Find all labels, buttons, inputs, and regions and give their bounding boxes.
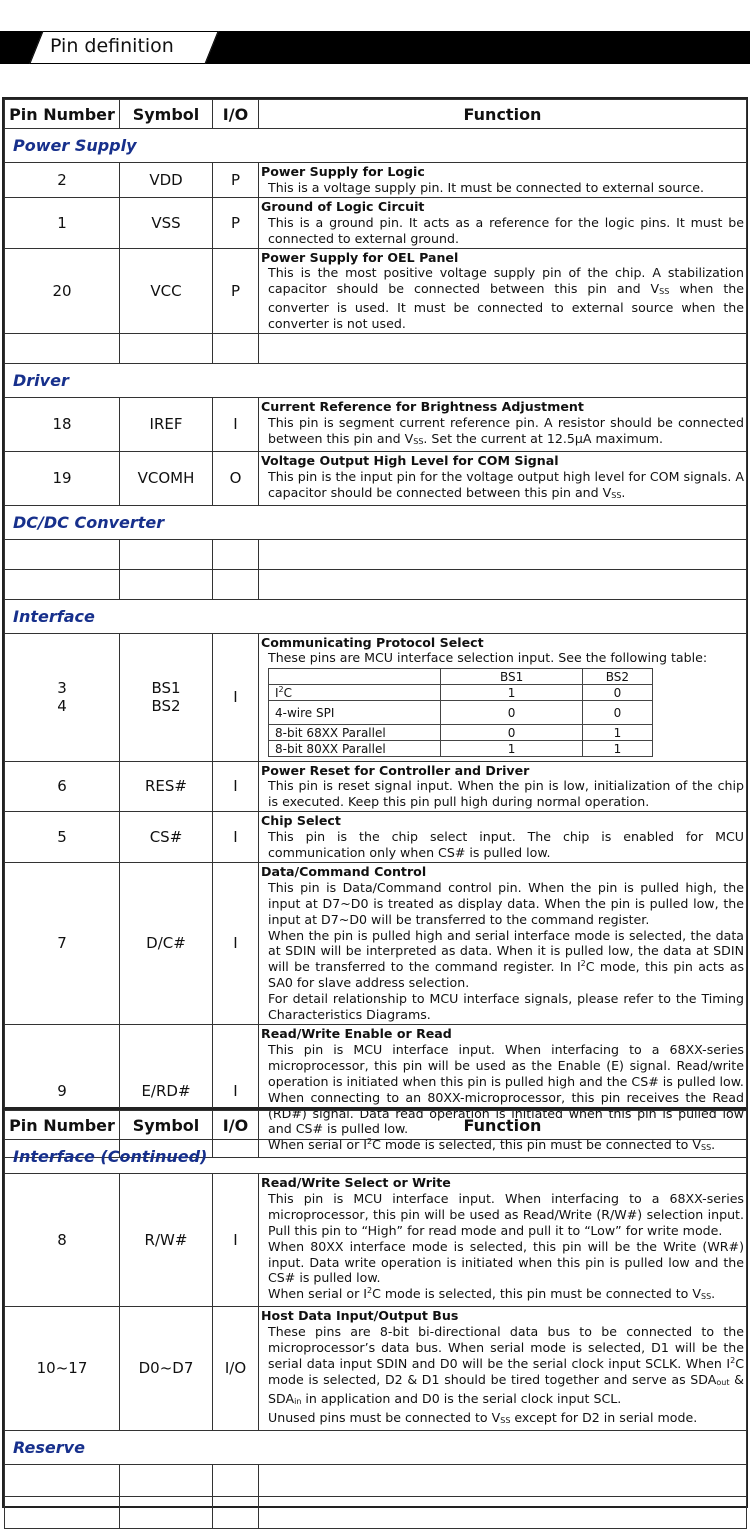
pin-number: 7 — [5, 862, 120, 1024]
symbol: VCOMH — [120, 451, 213, 505]
bs-table-header: BS1 BS2 — [269, 669, 653, 685]
table-row — [5, 812, 747, 863]
symbol: CS# — [120, 812, 213, 863]
function-title: Host Data Input/Output Bus — [261, 1308, 459, 1324]
pin-number: 6 — [5, 761, 120, 812]
section-dcdc-converter: DC/DC Converter — [5, 505, 747, 539]
io-type: I — [213, 633, 259, 761]
table-row — [5, 398, 747, 452]
pin-number: 8 — [5, 1174, 120, 1307]
function-cell — [259, 633, 747, 761]
col-pin-number: Pin Number — [5, 100, 120, 129]
symbol: VDD — [120, 163, 213, 198]
io-type: I — [213, 1174, 259, 1307]
col-io: I/O — [213, 100, 259, 129]
function-cell — [259, 451, 747, 505]
table-row — [5, 451, 747, 505]
symbol: R/W# — [120, 1174, 213, 1307]
section-row — [5, 599, 747, 633]
pin-table-continued — [4, 1110, 747, 1529]
col-function: Function — [259, 1111, 747, 1140]
pin-number: 9 — [5, 1025, 120, 1158]
symbol: D0~D7 — [120, 1307, 213, 1430]
section-row — [5, 505, 747, 539]
pin-number: 19 — [5, 451, 120, 505]
function-title: Data/Command Control — [261, 863, 427, 879]
symbol: VCC — [120, 248, 213, 334]
function-desc: This pin is segment current reference pin. A resistor should be connected between this pin and $V_{SS}$. Set the current at 12.5μA maximum. — [268, 414, 744, 446]
function-cell — [259, 1174, 747, 1307]
function-cell — [259, 1307, 747, 1430]
function-desc: This is a voltage supply pin. It must be connected to external source. — [268, 179, 704, 195]
bs-table-row: 8-bit 80XX Parallel 1 1 — [269, 741, 653, 757]
section-interface-continued: Interface (Continued) — [5, 1140, 747, 1174]
bs-table-row: 8-bit 68XX Parallel 0 1 — [269, 725, 653, 741]
section-reserve: Reserve — [5, 1430, 747, 1464]
function-title: Communicating Protocol Select — [261, 634, 484, 650]
function-cell — [259, 398, 747, 452]
function-desc: This pin is the chip select input. The chip is enabled for MCU communication only when CS# is pulled low. — [268, 829, 744, 861]
function-title: Power Supply for Logic — [261, 164, 425, 179]
io-type: P — [213, 248, 259, 334]
function-desc: This is a ground pin. It acts as a reference for the logic pins. It must be connected to external ground. — [268, 214, 744, 246]
function-title: Ground of Logic Circuit — [261, 198, 425, 214]
pin-number: 10~17 — [5, 1307, 120, 1430]
function-title: Chip Select — [261, 813, 341, 829]
function-cell — [259, 812, 747, 863]
function-title: Read/Write Select or Write — [261, 1175, 451, 1190]
function-cell — [259, 163, 747, 198]
function-title: Read/Write Enable or Read — [261, 1026, 452, 1041]
table-row-empty — [5, 1464, 747, 1496]
bs-table-row: 4-wire SPI 0 0 — [269, 701, 653, 725]
col-symbol: Symbol — [120, 1111, 213, 1140]
function-desc: These pins are MCU interface selection input. See the following table: — [268, 650, 708, 666]
io-type: I — [213, 398, 259, 452]
table-row — [5, 1307, 747, 1430]
table-row-empty — [5, 334, 747, 364]
symbol: IREF — [120, 398, 213, 452]
table-row — [5, 163, 747, 198]
section-row — [5, 1430, 747, 1464]
col-pin-number: Pin Number — [5, 1111, 120, 1140]
table-row-empty — [5, 539, 747, 569]
symbol: D/C# — [120, 862, 213, 1024]
function-desc: These pins are 8-bit bi-directional data bus to be connected to the microprocessor’s data bus. When serial mode is selected, D1 will be the serial data input SDIN and D0 will be the serial clock input SCLK. When $I^2C$ mode is selected, D2 & D1 should be tired together and serve as $SDA_{out}$ & $SDA_{in}$ in application and D0 is the serial clock input SCL. Unused pins must be connected to $V_{SS}$ except for D2 in serial mode. — [268, 1324, 744, 1425]
table-header-row — [5, 100, 747, 129]
io-type: I — [213, 1025, 259, 1158]
table-row-empty — [5, 569, 747, 599]
table-row-empty — [5, 1496, 747, 1528]
section-row — [5, 1140, 747, 1174]
io-type: O — [213, 451, 259, 505]
io-type: I — [213, 761, 259, 812]
pin-table — [4, 99, 747, 1158]
section-driver: Driver — [5, 364, 747, 398]
io-type: I — [213, 812, 259, 863]
col-function: Function — [259, 100, 747, 129]
function-desc: This is the most positive voltage supply pin of the chip. A stabilization capacitor should be connected between this pin and $V_{SS}$ when the converter is used. It must be connected to external source when the converter is not used. — [268, 265, 744, 332]
pin-number: 5 — [5, 812, 120, 863]
pin-number: 2 — [5, 163, 120, 198]
symbol: E/RD# — [120, 1025, 213, 1158]
table-row — [5, 1174, 747, 1307]
function-title: Power Supply for OEL Panel — [261, 249, 459, 265]
function-cell — [259, 248, 747, 334]
section-row — [5, 364, 747, 398]
page-title: Pin definition — [50, 35, 174, 57]
pin-number: 3 4 — [5, 633, 120, 761]
function-cell — [259, 761, 747, 812]
function-title: Current Reference for Brightness Adjustment — [261, 399, 584, 415]
table-header-row — [5, 1111, 747, 1140]
col-symbol: Symbol — [120, 100, 213, 129]
function-desc: This pin is Data/Command control pin. When the pin is pulled high, the input at D7~D0 is treated as display data. When the pin is pulled low, the input at D7~D0 will be transferred to the command register. When the pin is pulled high and serial interface mode is selected, the data at SDIN will be interpreted as data. When it is pulled low, the data at SDIN will be transferred to the command register. In $I^2C$ mode, this pin acts as SA0 for slave address selection. For detail relationship to MCU interface signals, please refer to the Timing Characteristics Diagrams. — [268, 879, 745, 1023]
symbol: BS1 BS2 — [120, 633, 213, 761]
bs-table-row: $I^2C$ 1 0 — [269, 685, 653, 701]
table-row — [5, 633, 747, 761]
table-row — [5, 248, 747, 334]
pin-number: 1 — [5, 197, 120, 248]
pin-number: 20 — [5, 248, 120, 334]
section-power-supply: Power Supply — [5, 129, 747, 163]
io-type: P — [213, 163, 259, 198]
function-cell — [259, 197, 747, 248]
function-cell — [259, 862, 747, 1024]
pin-number: 18 — [5, 398, 120, 452]
table-row — [5, 862, 747, 1024]
section-interface: Interface — [5, 599, 747, 633]
function-title: Power Reset for Controller and Driver — [261, 762, 530, 778]
symbol: VSS — [120, 197, 213, 248]
col-io: I/O — [213, 1111, 259, 1140]
io-type: I/O — [213, 1307, 259, 1430]
symbol: RES# — [120, 761, 213, 812]
section-row — [5, 129, 747, 163]
table-row — [5, 197, 747, 248]
function-title: Voltage Output High Level for COM Signal — [261, 452, 559, 468]
io-type: P — [213, 197, 259, 248]
function-desc: This pin is MCU interface input. When interfacing to a 68XX-series microprocessor, this pin will be used as the Enable (E) signal. Read/write operation is initiated when this pin is pulled high and the CS# is pulled low. When connecting to an 80XX-microprocessor, this pin receives the Read (RD#) signal. Data read operation is initiated when this pin is pulled low and CS# is pulled low. When serial or $I^2C$ mode is selected, this pin must be connected to $V_{SS}$. — [268, 1041, 744, 1153]
function-desc: This pin is MCU interface input. When interfacing to a 68XX-series microprocessor, this pin will be used as Read/Write (R/W#) selection input. Pull this pin to “High” for read mode and pull it to “Low” for write mode. When 80XX interface mode is selected, this pin will be the Write (WR#) input. Data write operation is initiated when this pin is pulled low and the CS# is pulled low. When serial or $I^2C$ mode is selected, this pin must be connected to $V_{SS}$. — [268, 1190, 744, 1302]
io-type: I — [213, 862, 259, 1024]
bs-selection-table — [268, 668, 653, 757]
function-desc: This pin is the input pin for the voltage output high level for COM signals. A capacitor should be connected between this pin and $V_{SS}$. — [268, 468, 744, 500]
table-row — [5, 761, 747, 812]
function-desc: This pin is reset signal input. When the pin is low, initialization of the chip is executed. Keep this pin pull high during normal operation. — [268, 778, 744, 810]
